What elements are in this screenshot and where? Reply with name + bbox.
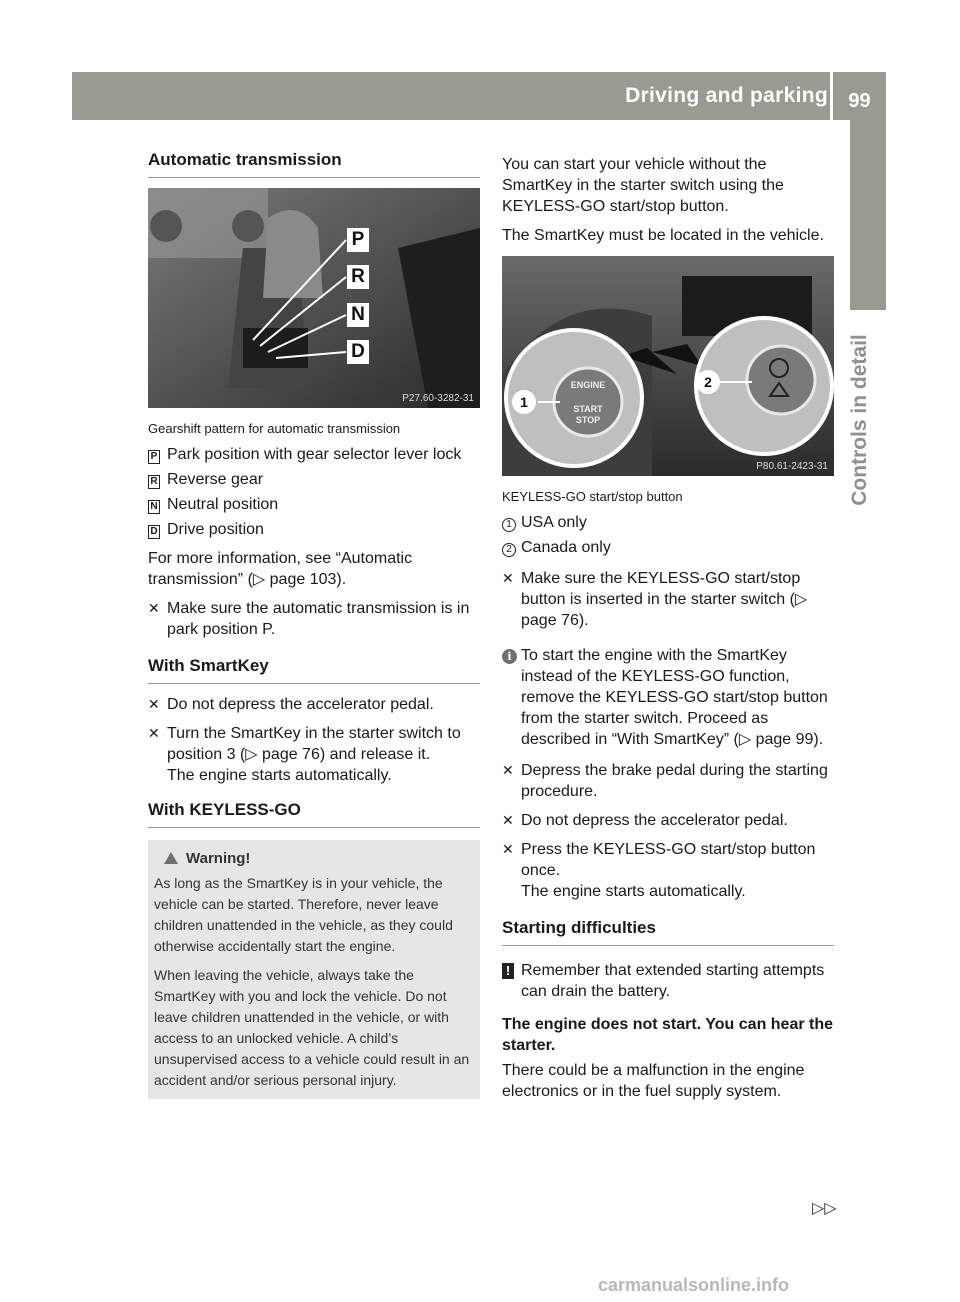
step-item	[502, 568, 834, 631]
svg-text:2: 2	[704, 374, 712, 390]
keyless-button-photo	[502, 256, 834, 476]
step-arrow-icon: ✕	[148, 600, 160, 616]
step-result-text: The engine starts automatically.	[167, 767, 392, 784]
info-note	[502, 645, 834, 750]
marker-1: 1	[502, 518, 516, 532]
step-item	[502, 760, 834, 802]
warning-icon	[164, 852, 178, 864]
button-item	[502, 512, 834, 533]
side-tab-label: Controls in detail	[847, 334, 871, 506]
step-arrow-icon: ✕	[148, 725, 160, 741]
gear-label-r: R	[351, 266, 365, 287]
exclamation-icon: !	[502, 963, 514, 979]
step-result-text: The engine starts automatically.	[521, 883, 746, 900]
gear-image-code: P27.60-3282-31	[402, 393, 474, 404]
page-number: 99	[833, 72, 886, 120]
button-item	[502, 537, 834, 558]
step-item	[148, 723, 480, 765]
side-tab-label-box	[833, 310, 886, 530]
gear-marker-p: P	[148, 450, 160, 464]
more-info-text: For more information, see “Automatic transmission” (▷ page 103).	[148, 550, 413, 588]
step-text: Do not depress the accelerator pedal.	[167, 696, 434, 713]
insert-step-text: Make sure the KEYLESS-GO start/stop button is inserted in the starter switch (▷ page 76).	[521, 570, 808, 629]
auto-trans-heading: Automatic transmission	[148, 150, 480, 178]
warning-box	[148, 840, 480, 1099]
step-item	[502, 839, 834, 881]
step-text: Press the KEYLESS-GO start/stop button once.	[521, 841, 816, 879]
left-column	[148, 150, 480, 1099]
caution-note	[502, 960, 834, 1002]
gear-caption: Gearshift pattern for automatic transmission	[148, 421, 401, 436]
gear-marker-n: N	[148, 500, 160, 514]
step-arrow-icon: ✕	[502, 841, 514, 857]
park-step-text: Make sure the automatic transmission is in park position P.	[167, 600, 470, 638]
step-item	[148, 598, 480, 640]
button-label-engine: ENGINE	[570, 380, 606, 390]
sub-heading: The engine does not start. You can hear the starter.	[502, 1016, 834, 1054]
gear-item	[148, 519, 480, 540]
button-image-code: P80.61-2423-31	[756, 461, 828, 472]
intro-paragraph-1: You can start your vehicle without the SmartKey in the starter switch using the KEYLESS-GO start/stop button.	[502, 156, 784, 215]
gear-item-text: Neutral position	[167, 496, 279, 513]
step-arrow-icon: ✕	[502, 570, 514, 586]
continue-arrows: ▷▷	[812, 1200, 837, 1217]
watermark: carmanualsonline.info	[598, 1275, 790, 1295]
step-result	[502, 881, 834, 902]
button-item-text: USA only	[521, 514, 587, 531]
intro-paragraph-2: The SmartKey must be located in the vehicle.	[502, 227, 824, 244]
step-arrow-icon: ✕	[502, 812, 514, 828]
right-column	[502, 154, 834, 1110]
smartkey-heading: With SmartKey	[148, 656, 480, 684]
button-label-start: START	[573, 404, 603, 414]
gear-label-n: N	[351, 304, 365, 325]
step-text: Do not depress the accelerator pedal.	[521, 812, 788, 829]
section-title: Driving and parking	[625, 84, 828, 107]
button-caption: KEYLESS-GO start/stop button	[502, 489, 683, 504]
step-arrow-icon: ✕	[148, 696, 160, 712]
gear-label-d: D	[351, 341, 365, 362]
gear-item	[148, 469, 480, 490]
marker-2: 2	[502, 543, 516, 557]
info-note-text: To start the engine with the SmartKey instead of the KEYLESS-GO function, remove the KEYLESS-GO start/stop button from the starter switch. Proceed as described in “With SmartKey” (▷ page 99).	[521, 647, 828, 748]
gear-item-text: Reverse gear	[167, 471, 264, 488]
step-item	[148, 694, 480, 715]
sub-text: There could be a malfunction in the engine electronics or in the fuel supply system.	[502, 1062, 805, 1100]
step-text: Depress the brake pedal during the starting procedure.	[521, 762, 828, 800]
svg-text:1: 1	[520, 394, 528, 410]
difficulties-heading: Starting difficulties	[502, 918, 834, 946]
gear-label-p: P	[351, 229, 365, 250]
keyless-heading: With KEYLESS-GO	[148, 800, 480, 828]
gearshift-photo	[148, 188, 480, 408]
warning-paragraph-1: As long as the SmartKey is in your vehicle, the vehicle can be started. Therefore, never leave children unattended in the vehicle, as they could otherwise accidentally start the engine.	[154, 875, 453, 954]
gear-item-text: Park position with gear selector lever lock	[167, 446, 462, 463]
step-item	[502, 810, 834, 831]
warning-title: Warning!	[186, 850, 251, 867]
info-icon: i	[502, 649, 517, 664]
button-item-text: Canada only	[521, 539, 611, 556]
step-text: Turn the SmartKey in the starter switch to position 3 (▷ page 76) and release it.	[167, 725, 461, 763]
step-arrow-icon: ✕	[502, 762, 514, 778]
warning-header	[164, 850, 470, 867]
gear-item	[148, 444, 480, 465]
button-label-stop: STOP	[575, 415, 601, 425]
gear-item-text: Drive position	[167, 521, 264, 538]
gear-marker-d: D	[148, 525, 160, 539]
step-result	[148, 765, 480, 786]
gear-item	[148, 494, 480, 515]
side-tab	[850, 120, 886, 310]
warning-paragraph-2: When leaving the vehicle, always take the SmartKey with you and lock the vehicle. Do not leave children unattended in the vehicle, or with access to an unlocked vehicle. A child’s unsupervised access to a vehicle could result in an accident and/or serious personal injury.	[154, 967, 470, 1088]
gear-marker-r: R	[148, 475, 160, 489]
gearshift-illustration	[148, 188, 480, 408]
caution-note-text: Remember that extended starting attempts can drain the battery.	[521, 962, 825, 1000]
keyless-button-illustration	[502, 256, 834, 476]
